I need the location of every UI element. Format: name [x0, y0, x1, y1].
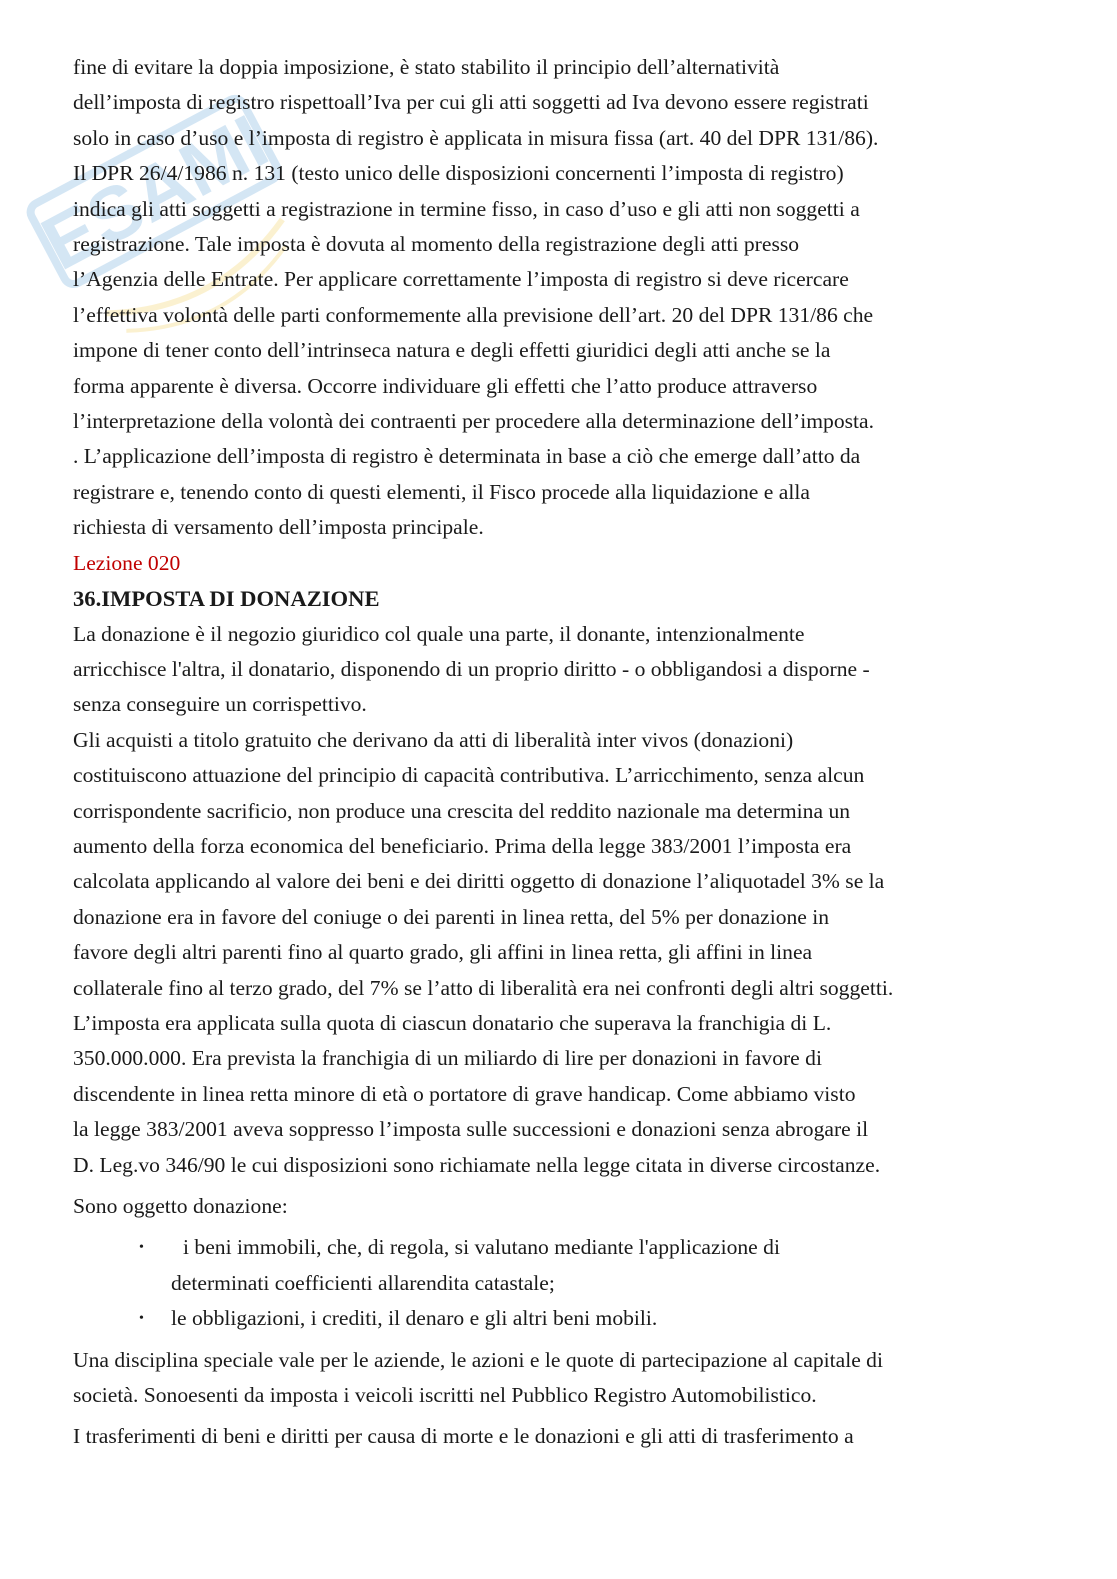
text-line: favore degli altri parenti fino al quarto grado, gli affini in linea retta, gli affini in linea [73, 940, 813, 965]
document-body [73, 50, 1043, 1455]
text-line: 350.000.000. Era prevista la franchigia di un miliardo di lire per donazioni in favore di [73, 1046, 822, 1071]
text-line: richiesta di versamento dell’imposta principale. [73, 515, 484, 540]
text-line: impone di tener conto dell’intrinseca natura e degli effetti giuridici degli atti anche se la [73, 338, 831, 363]
text-line: calcolata applicando al valore dei beni e dei diritti oggetto di donazione l’aliquotadel 3% se la [73, 869, 885, 894]
list-item [73, 1301, 1043, 1336]
text-line: corrispondente sacrificio, non produce una crescita del reddito nazionale ma determina un [73, 798, 851, 823]
text-line: Il DPR 26/4/1986 n. 131 (testo unico delle disposizioni concernenti l’imposta di registro) [73, 161, 844, 186]
paragraph-special-discipline [73, 1343, 1043, 1414]
text-line: discendente in linea retta minore di età o portatore di grave handicap. Come abbiamo visto [73, 1081, 856, 1106]
text-line: registrare e, tenendo conto di questi elementi, il Fisco procede alla liquidazione e alla [73, 479, 810, 504]
text-line: Una disciplina speciale vale per le aziende, le azioni e le quote di partecipazione al capitale di [73, 1347, 883, 1372]
text-line: società. Sonoesenti da imposta i veicoli iscritti nel Pubblico Registro Automobilistico. [73, 1383, 817, 1408]
text-line: le obbligazioni, i crediti, il denaro e gli altri beni mobili. [171, 1306, 658, 1331]
text-line: D. Leg.vo 346/90 le cui disposizioni sono richiamate nella legge citata in diverse circostanze. [73, 1152, 881, 1177]
paragraph-donation-definition [73, 617, 1043, 1184]
section-heading: 36.IMPOSTA DI DONAZIONE [73, 586, 380, 612]
list-item [73, 1230, 1043, 1301]
text-line: donazione era in favore del coniuge o dei parenti in linea retta, del 5% per donazione in [73, 904, 830, 929]
text-line: la legge 383/2001 aveva soppresso l’imposta sulle successioni e donazioni senza abrogare il [73, 1117, 869, 1142]
bullet-icon: • [139, 1311, 144, 1327]
text-line: solo in caso d’uso e l’imposta di registro è applicata in misura fissa (art. 40 del DPR 131/86). [73, 125, 879, 150]
paragraph-registration-tax [73, 50, 1043, 546]
text-line: Gli acquisti a titolo gratuito che derivano da atti di liberalità inter vivos (donazioni) [73, 727, 794, 752]
text-line: I trasferimenti di beni e diritti per causa di morte e le donazioni e gli atti di trasferimento a [73, 1424, 854, 1449]
text-line: costituiscono attuazione del principio di capacità contributiva. L’arricchimento, senza alcun [73, 763, 865, 788]
watermark-text: ESAMI [28, 98, 282, 287]
text-line: dell’imposta di registro rispettoall’Iva per cui gli atti soggetti ad Iva devono essere registrati [73, 90, 869, 115]
text-line: l’effettiva volontà delle parti conformemente alla previsione dell’art. 20 del DPR 131/86 che [73, 302, 874, 327]
paragraph-donation-objects-intro: Sono oggetto donazione: [73, 1194, 288, 1218]
text-line: La donazione è il negozio giuridico col quale una parte, il donante, intenzionalmente [73, 621, 805, 646]
text-line: i beni immobili, che, di regola, si valutano mediante l'applicazione di [183, 1235, 780, 1260]
text-line: determinati coefficienti allarendita catastale; [171, 1270, 555, 1295]
text-line: aumento della forza economica del beneficiario. Prima della legge 383/2001 l’imposta era [73, 833, 852, 858]
text-line: L’imposta era applicata sulla quota di ciascun donatario che superava la franchigia di L. [73, 1010, 832, 1035]
text-line: collaterale fino al terzo grado, del 7% se l’atto di liberalità era nei confronti degli altri soggetti. [73, 975, 894, 1000]
text-line: indica gli atti soggetti a registrazione in termine fisso, in caso d’uso e gli atti non soggetti a [73, 196, 860, 221]
text-line: l’Agenzia delle Entrate. Per applicare correttamente l’imposta di registro si deve ricercare [73, 267, 849, 292]
text-line: registrazione. Tale imposta è dovuta al momento della registrazione degli atti presso [73, 232, 800, 257]
text-line: . L’applicazione dell’imposta di registro è determinata in base a ciò che emerge dall’atto da [73, 444, 861, 469]
bullet-icon: • [139, 1240, 144, 1256]
paragraph-transfers [73, 1419, 1043, 1454]
text-line: forma apparente è diversa. Occorre individuare gli effetti che l’atto produce attraverso [73, 373, 818, 398]
donation-objects-list [73, 1230, 1043, 1336]
text-line: fine di evitare la doppia imposizione, è stato stabilito il principio dell’alternatività [73, 55, 780, 79]
text-line: l’interpretazione della volontà dei contraenti per procedere alla determinazione dell’imposta. [73, 409, 875, 434]
text-line: arricchisce l'altra, il donatario, disponendo di un proprio diritto - o obbligandosi a disporne - [73, 656, 870, 681]
text-line: senza conseguire un corrispettivo. [73, 692, 367, 717]
lesson-label: Lezione 020 [73, 550, 181, 575]
